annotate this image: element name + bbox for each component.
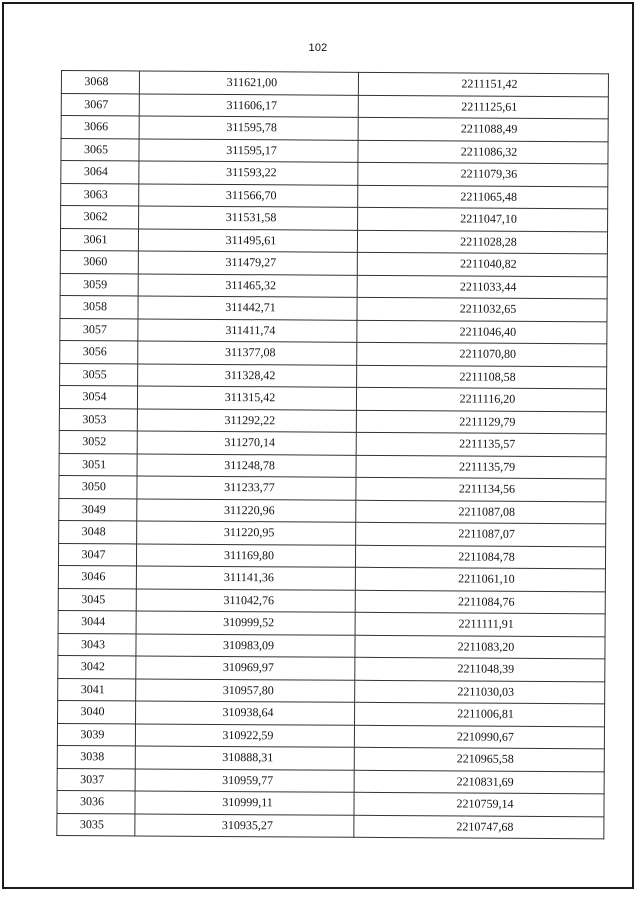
table-row <box>59 453 606 479</box>
point-number-cell: 3039 <box>57 723 135 746</box>
x-coordinate-cell: 311292,22 <box>137 408 356 432</box>
point-number-cell: 3058 <box>60 295 138 318</box>
table-row <box>61 116 608 142</box>
table-row <box>60 273 607 299</box>
table-row <box>58 655 605 681</box>
x-coordinate-cell: 311595,78 <box>139 116 358 140</box>
table-row <box>61 183 608 209</box>
x-coordinate-cell: 311593,22 <box>139 161 358 185</box>
point-number-cell: 3063 <box>61 183 139 206</box>
point-number-cell: 3050 <box>59 475 137 498</box>
x-coordinate-cell: 311566,70 <box>139 183 358 207</box>
table-row <box>58 588 605 614</box>
y-coordinate-cell: 2211087,07 <box>356 522 606 546</box>
y-coordinate-cell: 2211087,08 <box>356 500 606 524</box>
table-row <box>59 430 606 456</box>
x-coordinate-cell: 311233,77 <box>137 476 356 500</box>
table-row <box>59 475 606 501</box>
y-coordinate-cell: 2211084,76 <box>355 590 605 614</box>
point-number-cell: 3060 <box>60 250 138 273</box>
x-coordinate-cell: 311315,42 <box>137 386 356 410</box>
table-row <box>58 633 605 659</box>
point-number-cell: 3045 <box>58 588 136 611</box>
table-row <box>60 363 607 389</box>
table-row <box>57 813 604 839</box>
y-coordinate-cell: 2211033,44 <box>357 275 607 299</box>
x-coordinate-cell: 311220,96 <box>137 498 356 522</box>
point-number-cell: 3056 <box>60 340 138 363</box>
point-number-cell: 3035 <box>57 813 135 836</box>
y-coordinate-cell: 2211125,61 <box>358 95 608 119</box>
y-coordinate-cell: 2211046,40 <box>357 320 607 344</box>
x-coordinate-cell: 311377,08 <box>138 341 357 365</box>
x-coordinate-cell: 310999,11 <box>135 791 354 815</box>
x-coordinate-cell: 310983,09 <box>136 633 355 657</box>
document-page <box>2 2 634 889</box>
table-row <box>59 520 606 546</box>
x-coordinate-cell: 310959,77 <box>135 768 354 792</box>
table-row <box>58 610 605 636</box>
y-coordinate-cell: 2211032,65 <box>357 297 607 321</box>
table-row <box>58 565 605 591</box>
x-coordinate-cell: 310957,80 <box>136 678 355 702</box>
y-coordinate-cell: 2211088,49 <box>358 117 608 141</box>
point-number-cell: 3054 <box>59 385 137 408</box>
x-coordinate-cell: 311531,58 <box>139 206 358 230</box>
table-row <box>57 723 604 749</box>
table-row <box>59 408 606 434</box>
point-number-cell: 3068 <box>61 71 139 94</box>
y-coordinate-cell: 2211116,20 <box>356 387 606 411</box>
y-coordinate-cell: 2210747,68 <box>354 815 604 839</box>
table-row <box>60 228 607 254</box>
x-coordinate-cell: 310999,52 <box>136 611 355 635</box>
x-coordinate-cell: 310935,27 <box>135 813 354 837</box>
x-coordinate-cell: 311495,61 <box>138 228 357 252</box>
x-coordinate-cell: 311442,71 <box>138 296 357 320</box>
point-number-cell: 3066 <box>61 116 139 139</box>
table-row <box>58 700 605 726</box>
table-row <box>58 678 605 704</box>
point-number-cell: 3064 <box>61 161 139 184</box>
y-coordinate-cell: 2211135,57 <box>356 432 606 456</box>
point-number-cell: 3043 <box>58 633 136 656</box>
x-coordinate-cell: 311042,76 <box>136 588 355 612</box>
table-row <box>60 318 607 344</box>
point-number-cell: 3036 <box>57 790 135 813</box>
x-coordinate-cell: 311169,80 <box>136 543 355 567</box>
point-number-cell: 3051 <box>59 453 137 476</box>
table-row <box>60 250 607 276</box>
point-number-cell: 3049 <box>59 498 137 521</box>
y-coordinate-cell: 2211028,28 <box>357 230 607 254</box>
x-coordinate-cell: 311411,74 <box>138 318 357 342</box>
point-number-cell: 3055 <box>60 363 138 386</box>
point-number-cell: 3042 <box>58 655 136 678</box>
y-coordinate-cell: 2210965,58 <box>354 747 604 771</box>
x-coordinate-cell: 311328,42 <box>138 363 357 387</box>
y-coordinate-cell: 2211108,58 <box>357 365 607 389</box>
table-row <box>61 71 608 97</box>
table-row <box>59 385 606 411</box>
x-coordinate-cell: 310922,59 <box>135 723 354 747</box>
x-coordinate-cell: 311606,17 <box>139 93 358 117</box>
point-number-cell: 3040 <box>58 700 136 723</box>
y-coordinate-cell: 2211129,79 <box>356 410 606 434</box>
x-coordinate-cell: 311141,36 <box>136 566 355 590</box>
table-row <box>61 161 608 187</box>
x-coordinate-cell: 311465,32 <box>138 273 357 297</box>
table-row <box>57 768 604 794</box>
y-coordinate-cell: 2211135,79 <box>356 455 606 479</box>
x-coordinate-cell: 311248,78 <box>137 453 356 477</box>
table-row <box>60 340 607 366</box>
table-row <box>61 206 608 232</box>
point-number-cell: 3046 <box>58 565 136 588</box>
point-number-cell: 3061 <box>60 228 138 251</box>
y-coordinate-cell: 2211047,10 <box>358 207 608 231</box>
y-coordinate-cell: 2211151,42 <box>358 72 608 96</box>
y-coordinate-cell: 2211084,78 <box>355 545 605 569</box>
point-number-cell: 3041 <box>58 678 136 701</box>
point-number-cell: 3057 <box>60 318 138 341</box>
y-coordinate-cell: 2210831,69 <box>354 770 604 794</box>
point-number-cell: 3048 <box>59 520 137 543</box>
y-coordinate-cell: 2211006,81 <box>355 702 605 726</box>
coordinates-table-body <box>57 71 609 839</box>
y-coordinate-cell: 2211083,20 <box>355 635 605 659</box>
x-coordinate-cell: 311270,14 <box>137 431 356 455</box>
y-coordinate-cell: 2210759,14 <box>354 792 604 816</box>
y-coordinate-cell: 2210990,67 <box>354 725 604 749</box>
x-coordinate-cell: 310938,64 <box>136 701 355 725</box>
coordinates-table <box>56 70 609 839</box>
y-coordinate-cell: 2211061,10 <box>355 567 605 591</box>
y-coordinate-cell: 2211086,32 <box>358 140 608 164</box>
point-number-cell: 3047 <box>58 543 136 566</box>
point-number-cell: 3053 <box>59 408 137 431</box>
point-number-cell: 3052 <box>59 430 137 453</box>
table-row <box>59 498 606 524</box>
y-coordinate-cell: 2211065,48 <box>358 185 608 209</box>
coordinates-table-container <box>56 70 609 839</box>
x-coordinate-cell: 311621,00 <box>139 71 358 95</box>
y-coordinate-cell: 2211070,80 <box>357 342 607 366</box>
point-number-cell: 3065 <box>61 138 139 161</box>
x-coordinate-cell: 311220,95 <box>137 521 356 545</box>
x-coordinate-cell: 310888,31 <box>135 746 354 770</box>
table-row <box>57 790 604 816</box>
point-number-cell: 3038 <box>57 745 135 768</box>
table-row <box>57 745 604 771</box>
y-coordinate-cell: 2211111,91 <box>355 612 605 636</box>
y-coordinate-cell: 2211030,03 <box>355 680 605 704</box>
point-number-cell: 3067 <box>61 93 139 116</box>
table-row <box>61 138 608 164</box>
y-coordinate-cell: 2211134,56 <box>356 477 606 501</box>
x-coordinate-cell: 310969,97 <box>136 656 355 680</box>
table-row <box>58 543 605 569</box>
table-row <box>60 295 607 321</box>
point-number-cell: 3037 <box>57 768 135 791</box>
table-row <box>61 93 608 119</box>
x-coordinate-cell: 311479,27 <box>138 251 357 275</box>
x-coordinate-cell: 311595,17 <box>139 138 358 162</box>
point-number-cell: 3044 <box>58 610 136 633</box>
y-coordinate-cell: 2211040,82 <box>357 252 607 276</box>
page-number: 102 <box>308 42 328 54</box>
point-number-cell: 3062 <box>61 206 139 229</box>
point-number-cell: 3059 <box>60 273 138 296</box>
y-coordinate-cell: 2211079,36 <box>358 162 608 186</box>
y-coordinate-cell: 2211048,39 <box>355 657 605 681</box>
